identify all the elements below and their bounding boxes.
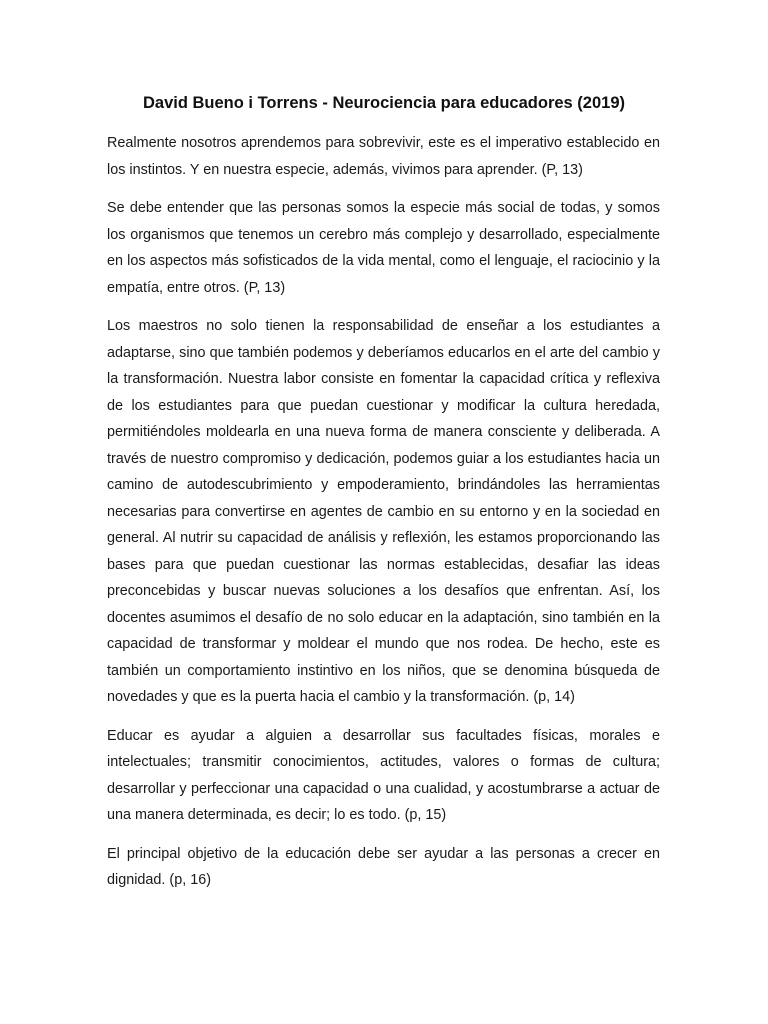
document-title: David Bueno i Torrens - Neurociencia para educadores (2019): [142, 94, 625, 112]
paragraph-3: Los maestros no solo tienen la responsabilidad de enseñar a los estudiantes a adaptarse, sino que también podemos y deberíamos educarlos en el arte del cambio y la transformación. Nuestra labor consiste en fomentar la capacidad crítica y reflexiva de los estudiantes para que puedan cuestionar y modificar la cultura heredada, permitiéndoles moldearla en una nueva forma de manera consciente y deliberada. A través de nuestro compromiso y dedicación, podemos guiar a los estudiantes hacia un camino de autodescubrimiento y empoderamiento, brindándoles las herramientas necesarias para convertirse en agentes de cambio en su entorno y en la sociedad en general. Al nutrir su capacidad de análisis y reflexión, les estamos proporcionando las bases para que puedan cuestionar las normas establecidas, desafiar las ideas preconcebidas y buscar nuevas soluciones a los desafíos que enfrentan. Así, los docentes asumimos el desafío de no solo educar en la adaptación, sino también en la capacidad de transformar y moldear el mundo que nos rodea. De hecho, este es también un comportamiento instintivo en los niños, que se denomina búsqueda de novedades y que es la puerta hacia el cambio y la transformación. (p, 14): [107, 318, 660, 705]
paragraph-4: Educar es ayudar a alguien a desarrollar sus facultades físicas, morales e intelectuales; transmitir conocimientos, actitudes, valores o formas de cultura; desarrollar y perfeccionar una capacidad o una cualidad, y acostumbrarse a actuar de una manera determinada, es decir; lo es todo. (p, 15): [107, 727, 660, 823]
document-body: [107, 130, 660, 906]
paragraph-2: Se debe entender que las personas somos la especie más social de todas, y somos los organismos que tenemos un cerebro más complejo y desarrollado, especialmente en los aspectos más sofisticados de la vida mental, como el lenguaje, el raciocinio y la empatía, entre otros. (P, 13): [107, 200, 660, 296]
paragraph-5: El principal objetivo de la educación debe ser ayudar a las personas a crecer en dignidad. (p, 16): [107, 845, 660, 888]
paragraph-1: Realmente nosotros aprendemos para sobrevivir, este es el imperativo establecido en los instintos. Y en nuestra especie, además, vivimos para aprender. (P, 13): [107, 135, 660, 178]
